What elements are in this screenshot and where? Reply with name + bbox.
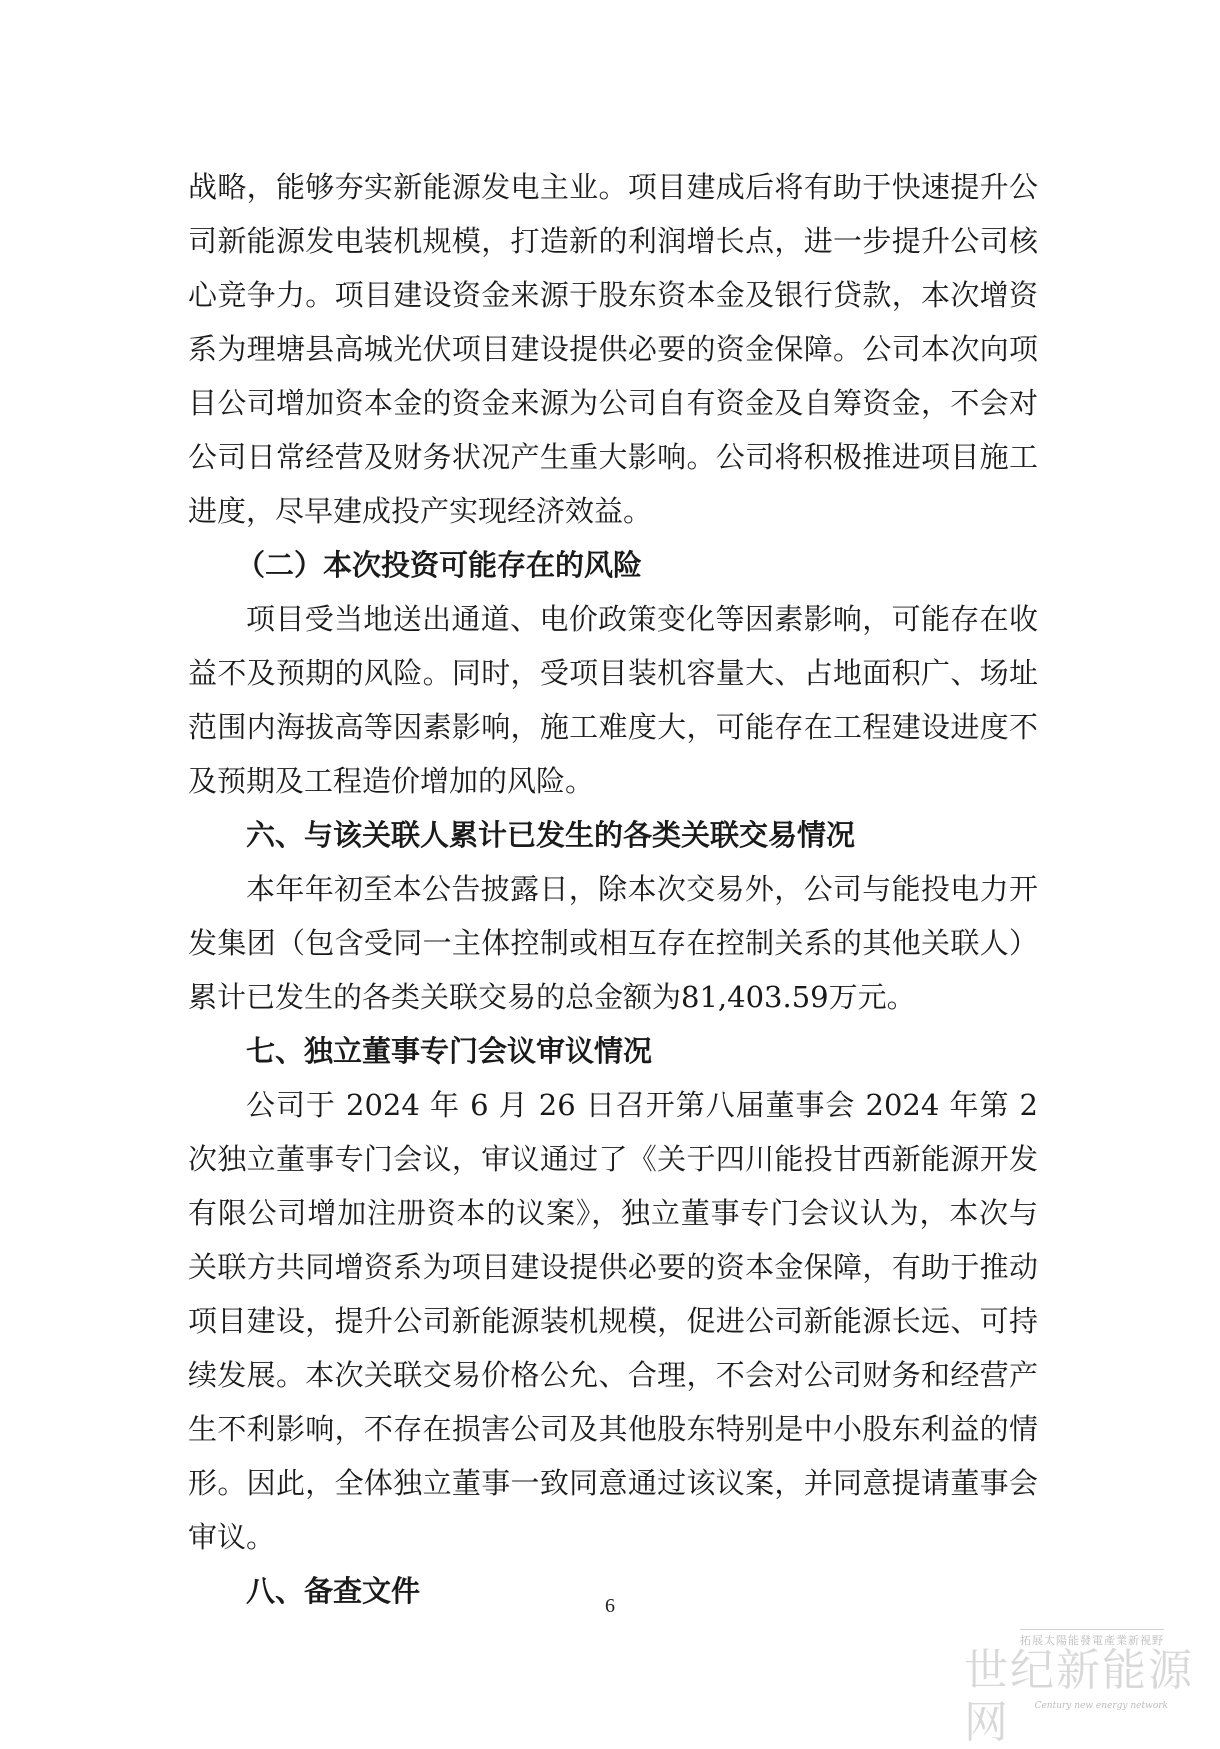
- heading-section-6: 六、与该关联人累计已发生的各类关联交易情况: [246, 818, 856, 852]
- page-number: 6: [605, 1595, 615, 1617]
- watermark-tagline: 拓展太陽能發電產業新視野: [1020, 1629, 1164, 1648]
- heading-section-8: 八、备查文件: [246, 1574, 421, 1608]
- watermark-english: Century new energy network: [1034, 1701, 1168, 1711]
- document-body: [188, 160, 1038, 1618]
- paragraph-strategy: 战略，能够夯实新能源发电主业。项目建成后将有助于快速提升公司新能源发电装机规模，打造新的利润增长点，进一步提升公司核心竞争力。项目建设资金来源于股东资本金及银行贷款，本次增资系为理塘县高城光伏项目建设提供必要的资金保障。公司本次向项目公司增加资本金的资金来源为公司自有资金及自筹资金，不会对公司日常经营及财务状况产生重大影响。公司将积极推进项目施工进度，尽早建成投产实现经济效益。: [188, 170, 1038, 528]
- heading-section-7: 七、独立董事专门会议审议情况: [246, 1034, 653, 1068]
- paragraph-related-transactions: 本年年初至本公告披露日，除本次交易外，公司与能投电力开发集团（包含受同一主体控制或相互存在控制关系的其他关联人）累计已发生的各类关联交易的总金额为81,403.59万元。: [188, 872, 1038, 1014]
- paragraph-risks: 项目受当地送出通道、电价政策变化等因素影响，可能存在收益不及预期的风险。同时，受项目装机容量大、占地面积广、场址范围内海拔高等因素影响，施工难度大，可能存在工程建设进度不及预期及工程造价增加的风险。: [188, 602, 1038, 798]
- subheading-risks: （二）本次投资可能存在的风险: [236, 548, 643, 582]
- watermark-logo: [964, 1629, 1204, 1748]
- watermark-title: 世纪新能源网: [964, 1645, 1194, 1748]
- paragraph-independent-directors: 公司于 2024 年 6 月 26 日召开第八届董事会 2024 年第 2 次独立董事专门会议，审议通过了《关于四川能投甘西新能源开发有限公司增加注册资本的议案》，独立董事专门会议认为，本次与关联方共同增资系为项目建设提供必要的资本金保障，有助于推动项目建设，提升公司新能源装机规模，促进公司新能源长远、可持续发展。本次关联交易价格公允、合理，不会对公司财务和经营产生不利影响，不存在损害公司及其他股东特别是中小股东利益的情形。因此，全体独立董事一致同意通过该议案，并同意提请董事会审议。: [188, 1088, 1038, 1554]
